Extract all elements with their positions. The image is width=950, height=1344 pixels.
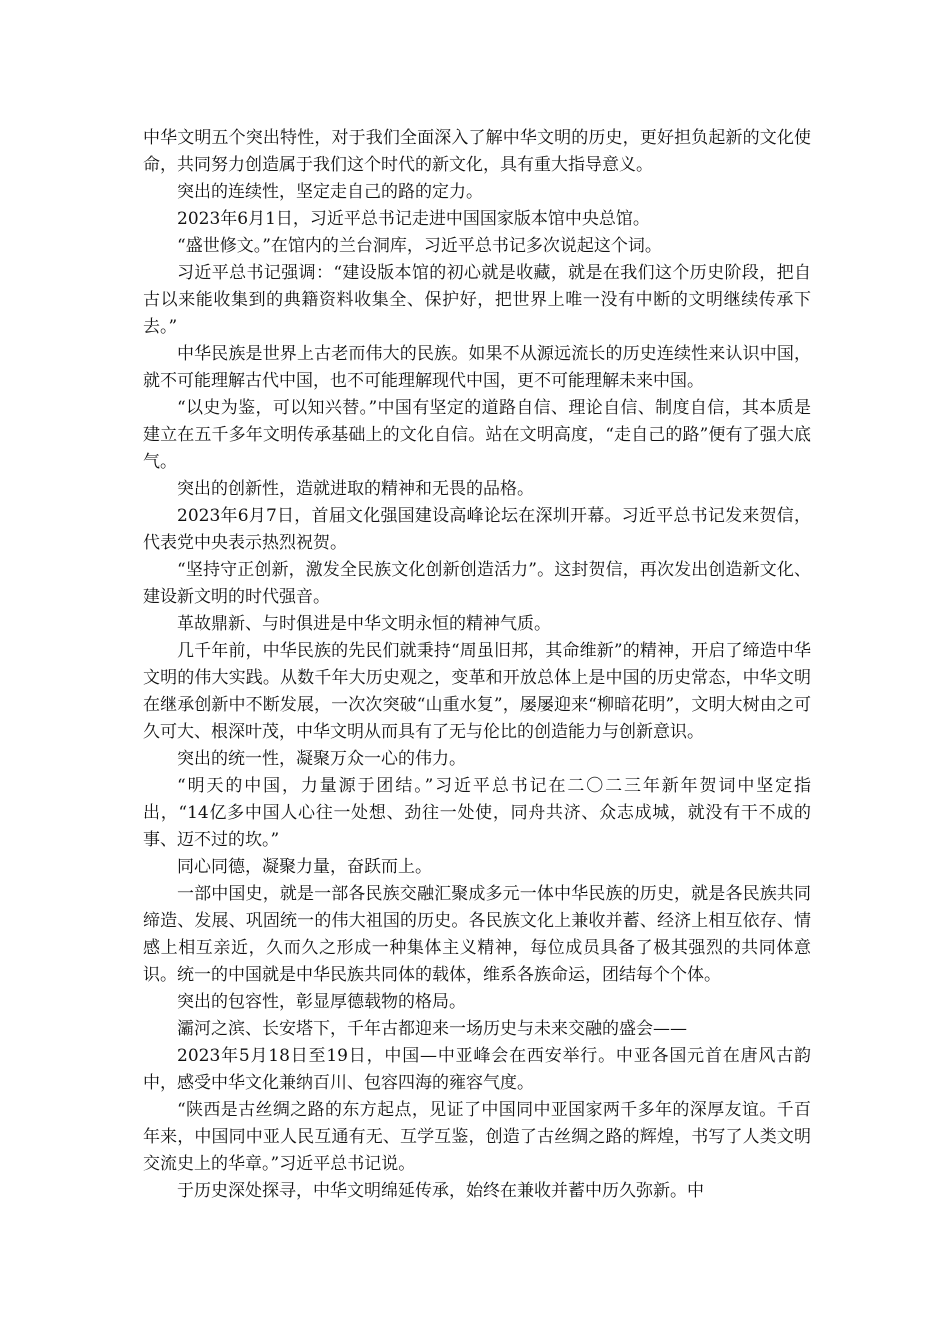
paragraph-10: “坚持守正创新，激发全民族文化创新创造活力”。这封贺信，再次发出创造新文化、建设新文明的时代强音。 <box>143 560 811 607</box>
paragraph-4: “盛世修文。”在馆内的兰台洞库，习近平总书记多次说起这个词。 <box>177 236 662 256</box>
paragraph-19: 2023年5月18日至19日，中国—中亚峰会在西安举行。中亚各国元首在唐风古韵中，感受中华文化兼纳百川、包容四海的雍容气度。 <box>143 1046 811 1093</box>
paragraph-18: 灞河之滨、长安塔下，千年古都迎来一场历史与未来交融的盛会—— <box>177 1019 687 1039</box>
paragraph-12: 几千年前，中华民族的先民们就秉持“周虽旧邦，其命维新”的精神，开启了缔造中华文明的伟大实践。从数千年大历史观之，变革和开放总体上是中国的历史常态，中华文明在继承创新中不断发展，一次次突破“山重水复”，屡屡迎来“柳暗花明”，文明大树由之可久可大、根深叶茂，中华文明从而具有了无与伦比的创造能力与创新意识。 <box>143 641 811 742</box>
paragraph-9: 2023年6月7日，首届文化强国建设高峰论坛在深圳开幕。习近平总书记发来贺信，代表党中央表示热烈祝贺。 <box>143 506 811 553</box>
paragraph-13: 突出的统一性，凝聚万众一心的伟力。 <box>177 749 466 769</box>
paragraph-11: 革故鼎新、与时俱进是中华文明永恒的精神气质。 <box>177 614 551 634</box>
paragraph-15: 同心同德，凝聚力量，奋跃而上。 <box>177 857 432 877</box>
paragraph-5: 习近平总书记强调：“建设版本馆的初心就是收藏，就是在我们这个历史阶段，把自古以来能收集到的典籍资料收集全、保护好，把世界上唯一没有中断的文明继续传承下去。” <box>143 263 811 337</box>
paragraph-7: “以史为鉴，可以知兴替。”中国有坚定的道路自信、理论自信、制度自信，其本质是建立在五千多年文明传承基础上的文化自信。站在文明高度，“走自己的路”便有了强大底气。 <box>143 398 811 472</box>
paragraph-16: 一部中国史，就是一部各民族交融汇聚成多元一体中华民族的历史，就是各民族共同缔造、发展、巩固统一的伟大祖国的历史。各民族文化上兼收并蓄、经济上相互依存、情感上相互亲近，久而久之形成一种集体主义精神，每位成员具备了极其强烈的共同体意识。统一的中国就是中华民族共同体的载体，维系各族命运，团结每个个体。 <box>143 884 811 985</box>
paragraph-17: 突出的包容性，彰显厚德载物的格局。 <box>177 992 466 1012</box>
paragraph-20: “陕西是古丝绸之路的东方起点，见证了中国同中亚国家两千多年的深厚友谊。千百年来，中国同中亚人民互通有无、互学互鉴，创造了古丝绸之路的辉煌，书写了人类文明交流史上的华章。”习近平总书记说。 <box>143 1100 811 1174</box>
document-body <box>143 125 811 1205</box>
paragraph-21: 于历史深处探寻，中华文明绵延传承，始终在兼收并蓄中历久弥新。中 <box>177 1181 704 1201</box>
paragraph-14: “明天的中国，力量源于团结。”习近平总书记在二〇二三年新年贺词中坚定指出，“14亿多中国人心往一处想、劲往一处使，同舟共济、众志成城，就没有干不成的事、迈不过的坎。” <box>143 776 811 850</box>
paragraph-8: 突出的创新性，造就进取的精神和无畏的品格。 <box>177 479 534 499</box>
paragraph-1: 中华文明五个突出特性，对于我们全面深入了解中华文明的历史，更好担负起新的文化使命，共同努力创造属于我们这个时代的新文化，具有重大指导意义。 <box>143 128 811 175</box>
paragraph-6: 中华民族是世界上古老而伟大的民族。如果不从源远流长的历史连续性来认识中国，就不可能理解古代中国，也不可能理解现代中国，更不可能理解未来中国。 <box>143 344 811 391</box>
paragraph-2: 突出的连续性，坚定走自己的路的定力。 <box>177 182 483 202</box>
paragraph-3: 2023年6月1日，习近平总书记走进中国国家版本馆中央总馆。 <box>177 209 650 229</box>
